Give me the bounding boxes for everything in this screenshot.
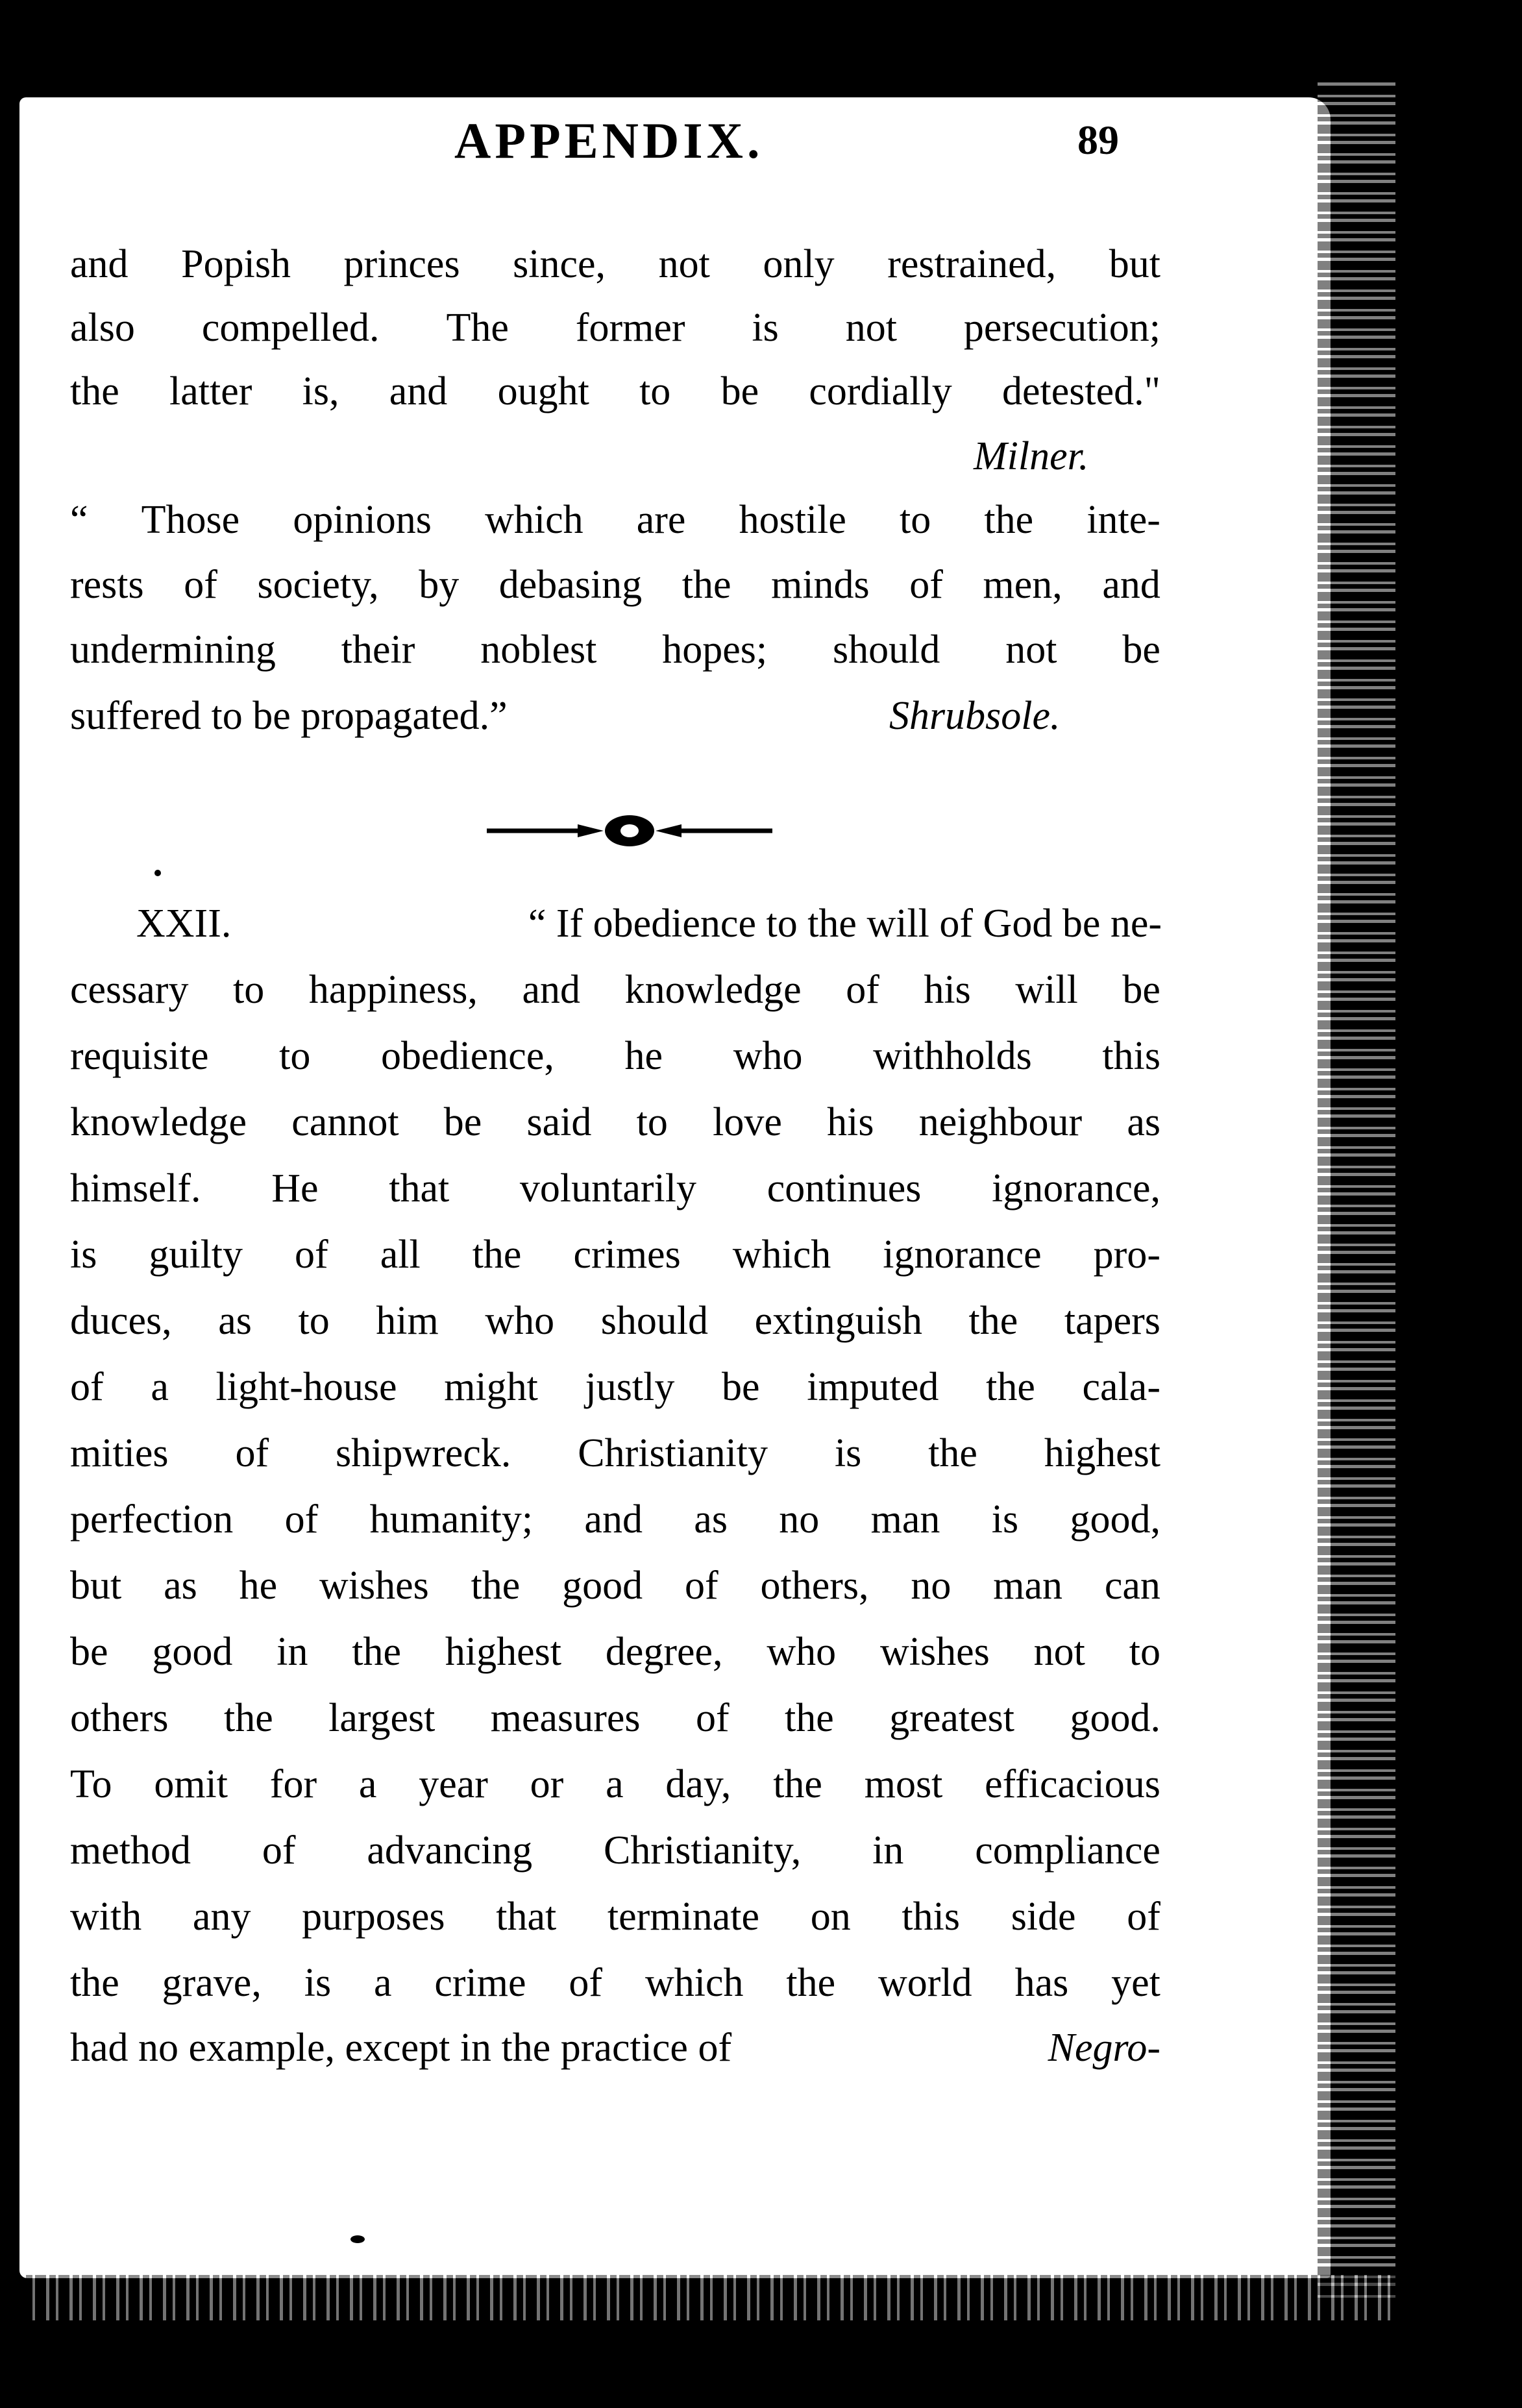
word: happiness, [308, 968, 478, 1012]
word: of [909, 563, 943, 607]
word: and [389, 369, 448, 413]
word: the [786, 1961, 836, 2005]
word: is [991, 1497, 1019, 1542]
word: are [636, 498, 686, 542]
word: has [1014, 1961, 1069, 2005]
word: a [358, 1762, 377, 1806]
word: opinions [293, 498, 432, 542]
word: duces, [70, 1299, 172, 1343]
word: cordially [809, 369, 952, 413]
word: to [1129, 1630, 1160, 1674]
text-line [70, 235, 1160, 293]
word: method [70, 1828, 191, 1873]
word: or [530, 1762, 564, 1806]
text-line [70, 1225, 1160, 1284]
word: noblest [480, 628, 597, 672]
text-line [70, 1093, 1160, 1151]
word: but [1109, 242, 1160, 286]
text-line [70, 1623, 1160, 1681]
word: the [70, 1961, 119, 2005]
word: all [380, 1233, 421, 1277]
word: “ [70, 498, 88, 542]
word: withholds [873, 1034, 1032, 1078]
word: the [986, 1365, 1035, 1409]
text-line [70, 1954, 1160, 2012]
word: of [284, 1497, 319, 1542]
word: purposes [302, 1895, 445, 1939]
word: princes [343, 242, 460, 286]
text-line [70, 491, 1160, 549]
word: Christianity [578, 1431, 768, 1475]
word: who [733, 1034, 803, 1078]
word: of [685, 1564, 718, 1608]
word: be [443, 1100, 482, 1144]
word: day, [665, 1762, 731, 1806]
final-line-text: had no example, except in the practice of [70, 2026, 732, 2070]
word: the [773, 1762, 822, 1806]
word: persecution; [963, 306, 1160, 350]
word: degree, [605, 1630, 723, 1674]
word: to [900, 498, 931, 542]
word: measures [490, 1696, 641, 1740]
word: imputed [807, 1365, 939, 1409]
word: others, [760, 1564, 869, 1608]
word: as [164, 1564, 197, 1608]
word: will [1015, 968, 1078, 1012]
word: a [151, 1365, 169, 1409]
word: of [262, 1828, 296, 1873]
word: he [239, 1564, 278, 1608]
word: be [720, 369, 759, 413]
word: justly [585, 1365, 675, 1409]
word: highest [445, 1630, 561, 1674]
section-first-line [136, 894, 1162, 953]
word: To [70, 1762, 112, 1806]
word: is [834, 1431, 862, 1475]
word: good, [1070, 1497, 1160, 1542]
word: to [636, 1100, 668, 1144]
word: with [70, 1895, 142, 1939]
word: He [271, 1166, 319, 1210]
word: yet [1111, 1961, 1160, 2005]
word: humanity; [369, 1497, 534, 1542]
ink-speck [350, 2235, 365, 2243]
text-line [70, 1358, 1160, 1416]
word: to [639, 369, 671, 413]
word: a [606, 1762, 624, 1806]
word: is, [302, 369, 339, 413]
word: might [444, 1365, 538, 1409]
word: good [562, 1564, 643, 1608]
word: of [1127, 1895, 1160, 1939]
word: inte- [1086, 498, 1160, 542]
word: is [70, 1233, 97, 1277]
word: that [496, 1895, 557, 1939]
word: former [575, 306, 685, 350]
word: the [471, 1564, 521, 1608]
word: compelled. [201, 306, 380, 350]
word: perfection [70, 1497, 234, 1542]
word: which [485, 498, 583, 542]
text-line [70, 1689, 1160, 1747]
word: as [694, 1497, 728, 1542]
word: and [522, 968, 580, 1012]
page-edge-right [1318, 78, 1395, 2298]
word: omit [154, 1762, 228, 1806]
word: himself. [70, 1166, 201, 1210]
word: said [526, 1100, 592, 1144]
word: should [833, 628, 940, 672]
word: guilty [149, 1233, 243, 1277]
word: which [732, 1233, 831, 1277]
word: as [218, 1299, 252, 1343]
word: the [472, 1233, 522, 1277]
word: others [70, 1696, 169, 1740]
word: latter [169, 369, 252, 413]
word: undermining [70, 628, 276, 672]
word: hostile [739, 498, 846, 542]
word: Popish [181, 242, 291, 286]
text-line [70, 299, 1160, 357]
word: and [584, 1497, 643, 1542]
word: who [767, 1630, 837, 1674]
text-line [70, 556, 1160, 614]
word: be [70, 1630, 108, 1674]
word: cessary [70, 968, 189, 1012]
word: detested." [1002, 369, 1160, 413]
word: the [928, 1431, 977, 1475]
attribution-shrubsole: Shrubsole. [889, 694, 1061, 738]
word: cala- [1082, 1365, 1160, 1409]
word: of [235, 1431, 269, 1475]
text-line [70, 1292, 1160, 1350]
word: good [152, 1630, 233, 1674]
word: he [624, 1034, 663, 1078]
word: also [70, 306, 135, 350]
running-header: APPENDIX. [454, 112, 764, 169]
word: man [870, 1497, 940, 1542]
word: society, [257, 563, 379, 607]
word: Those [141, 498, 240, 542]
word: rests [70, 563, 144, 607]
word: requisite [70, 1034, 209, 1078]
section-divider-ornament [480, 808, 779, 854]
final-line-italic: Negro- [1048, 2026, 1160, 2070]
word: his [924, 968, 971, 1012]
attribution-milner: Milner. [974, 434, 1089, 478]
text-line [70, 362, 1160, 421]
word: a [373, 1961, 392, 2005]
word: grave, [162, 1961, 262, 2005]
word: terminate [607, 1895, 760, 1939]
word: largest [328, 1696, 436, 1740]
word: mities [70, 1431, 169, 1475]
word: the [984, 498, 1034, 542]
word: man [993, 1564, 1062, 1608]
word: the [223, 1696, 273, 1740]
text-line [70, 1027, 1160, 1085]
word: men, [983, 563, 1062, 607]
word: to [279, 1034, 311, 1078]
text-line [70, 1159, 1160, 1218]
word: any [192, 1895, 251, 1939]
text-line [70, 1887, 1160, 1946]
word: pro- [1093, 1233, 1160, 1277]
text-line [70, 1490, 1160, 1549]
word: neighbour [918, 1100, 1083, 1144]
word: on [810, 1895, 851, 1939]
word: highest [1044, 1431, 1160, 1475]
word: is [752, 306, 779, 350]
word: since, [513, 242, 606, 286]
word: voluntarily [519, 1166, 696, 1210]
word: shipwreck. [336, 1431, 511, 1475]
word: ignorance, [992, 1166, 1160, 1210]
text-line-final [70, 2019, 1160, 2077]
word: minds [771, 563, 870, 607]
word: the [681, 563, 731, 607]
word: of [846, 968, 879, 1012]
word: love [713, 1100, 782, 1144]
word: this [1102, 1034, 1160, 1078]
word: in [872, 1828, 904, 1873]
word: the [352, 1630, 402, 1674]
text-line [70, 961, 1160, 1019]
text-line [70, 1821, 1160, 1880]
word: his [827, 1100, 874, 1144]
word: to [233, 968, 265, 1012]
word: their [341, 628, 415, 672]
word: not [845, 306, 897, 350]
word: light-house [215, 1365, 397, 1409]
word: should [600, 1299, 709, 1343]
word: can [1104, 1564, 1160, 1608]
word: obedience, [381, 1034, 554, 1078]
word: crime [434, 1961, 526, 2005]
word: be [722, 1365, 760, 1409]
section-numeral: XXII. [136, 902, 232, 946]
word: and [1102, 563, 1160, 607]
word: the [785, 1696, 834, 1740]
ink-speck [154, 870, 161, 876]
text-line [70, 620, 1160, 679]
word: but [70, 1564, 122, 1608]
word: of [295, 1233, 328, 1277]
word: to [298, 1299, 330, 1343]
word: tapers [1064, 1299, 1160, 1343]
word: be [1122, 968, 1160, 1012]
page-number: 89 [1077, 117, 1119, 163]
word: in [276, 1630, 308, 1674]
word: the [70, 369, 119, 413]
word: not [1005, 628, 1057, 672]
word: of [70, 1365, 104, 1409]
word: is [304, 1961, 332, 2005]
word: wishes [880, 1630, 990, 1674]
word: ought [497, 369, 589, 413]
page-edge-bottom [26, 2275, 1395, 2320]
word: The [446, 306, 509, 350]
word: side [1011, 1895, 1076, 1939]
word: for [269, 1762, 317, 1806]
word: only [763, 242, 835, 286]
word: good. [1070, 1696, 1160, 1740]
word: knowledge [70, 1100, 247, 1144]
word: of [695, 1696, 730, 1740]
word: greatest [889, 1696, 1015, 1740]
word: world [878, 1961, 972, 2005]
word: year [419, 1762, 488, 1806]
word: who [485, 1299, 555, 1343]
word: no [911, 1564, 951, 1608]
word: not [1033, 1630, 1085, 1674]
word: Christianity, [604, 1828, 802, 1873]
word: crimes [573, 1233, 681, 1277]
word: this [902, 1895, 960, 1939]
word: of [184, 563, 217, 607]
word: compliance [975, 1828, 1160, 1873]
word: restrained, [887, 242, 1057, 286]
word: and [70, 242, 129, 286]
word: wishes [319, 1564, 429, 1608]
word: be [1122, 628, 1160, 672]
word: ignorance [883, 1233, 1042, 1277]
word: knowledge [624, 968, 802, 1012]
section-first-text: “ If obedience to the will of God be ne- [528, 902, 1162, 946]
word: cannot [291, 1100, 399, 1144]
word: extinguish [754, 1299, 922, 1343]
text-line [70, 1755, 1160, 1813]
word: by [419, 563, 460, 607]
word: most [864, 1762, 943, 1806]
word: of [569, 1961, 603, 2005]
word: advancing [367, 1828, 533, 1873]
word: him [376, 1299, 439, 1343]
word: hopes; [662, 628, 768, 672]
word: which [644, 1961, 744, 2005]
word: efficacious [985, 1762, 1160, 1806]
text-line [70, 1556, 1160, 1615]
word: as [1127, 1100, 1160, 1144]
text-line [70, 1424, 1160, 1482]
word: the [968, 1299, 1018, 1343]
text-line: suffered to be propagated.” [70, 694, 508, 738]
word: continues [767, 1166, 922, 1210]
word: that [389, 1166, 450, 1210]
word: debasing [498, 563, 643, 607]
word: no [779, 1497, 820, 1542]
word: not [658, 242, 710, 286]
